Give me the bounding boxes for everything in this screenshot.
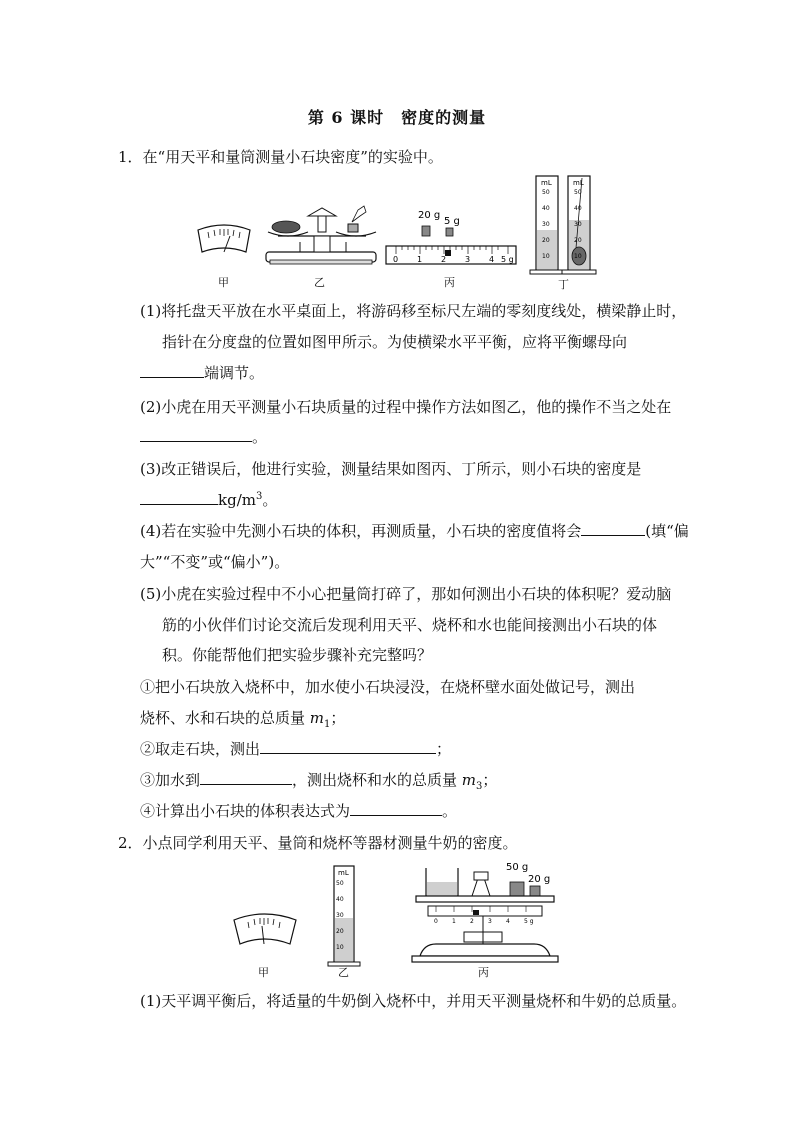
cyl2-tick-50: 50 [574, 189, 582, 196]
q2-ruler-tick-5g: 5 g [524, 918, 534, 925]
q2-ruler-tick-3: 3 [488, 918, 492, 925]
q2-stem: 2．小点同学利用天平、量筒和烧杯等器材测量牛奶的密度。 [118, 834, 518, 852]
step2-end: ； [436, 740, 452, 758]
q1-p4-text-a: (4)若在实验中先测小石块的体积，再测质量，小石块的密度值将会 [140, 522, 582, 540]
step1b-end: ； [330, 709, 346, 727]
q1-stem: 1．在“用天平和量筒测量小石块密度”的实验中。 [118, 148, 443, 166]
answer-blank-7[interactable] [350, 801, 442, 816]
q2-ruler-tick-0: 0 [434, 918, 438, 925]
cyl1-tick-40: 40 [542, 205, 550, 212]
cyl2-tick-30: 30 [574, 221, 582, 228]
q1-p1-line3 [140, 362, 264, 383]
cyl1-tick-20: 20 [542, 237, 550, 244]
answer-blank-3[interactable] [140, 490, 218, 505]
ruler-tick-4: 4 [489, 255, 495, 264]
cyl1-tick-10: 10 [542, 253, 550, 260]
q1-p3-line2 [140, 489, 277, 510]
caption-bing: 丙 [444, 276, 455, 289]
q1-p5-step1b [140, 707, 345, 730]
cyl-q2-tick-50: 50 [336, 880, 344, 887]
cyl2-tick-10: 10 [574, 253, 582, 260]
cyl2-unit: mL [573, 179, 584, 187]
q1-p5-step1a: ①把小石块放入烧杯中，加水使小石块浸没，在烧杯壁水面处做记号，测出 [140, 678, 636, 696]
cyl-q2-tick-20: 20 [336, 928, 344, 935]
q1-p5-step3 [140, 769, 497, 792]
q1-figure [190, 172, 610, 292]
caption-ding: 丁 [558, 278, 569, 291]
q2-weight-20g: 20 g [528, 874, 551, 885]
balance-yi [266, 206, 376, 264]
answer-blank-4[interactable] [581, 521, 645, 536]
q1-p1-line2: 指针在分度盘的位置如图甲所示。为使横梁水平平衡，应将平衡螺母向 [162, 333, 628, 351]
cyl2-tick-20: 20 [574, 237, 582, 244]
q1-p4-line2: 大”“不变”或“偏小”)。 [140, 553, 290, 571]
step4-end: 。 [442, 802, 458, 820]
cyl1-tick-50: 50 [542, 189, 550, 196]
cyl-q2-tick-40: 40 [336, 896, 344, 903]
q2-ruler-tick-2: 2 [470, 918, 474, 925]
caption-yi: 乙 [314, 276, 325, 289]
density-unit-exponent: 3 [255, 491, 263, 502]
ruler-tick-2: 2 [441, 255, 447, 264]
step3-end: ； [482, 771, 498, 789]
q2-ruler-tick-4: 4 [506, 918, 510, 925]
cylinder-q2-yi [328, 866, 360, 966]
q1-p2-line2 [140, 426, 267, 447]
q1-p4-text-b: (填“偏 [645, 522, 689, 540]
cyl-q2-tick-10: 10 [336, 944, 344, 951]
dial-scale-jia [198, 225, 250, 252]
q2-caption-jia: 甲 [258, 966, 269, 979]
cyl1-unit: mL [541, 179, 552, 187]
answer-blank-6[interactable] [200, 770, 292, 785]
step3-text: ③加水到 [140, 771, 201, 789]
q2-weight-50g: 50 g [506, 862, 529, 873]
density-unit: kg/m [218, 491, 256, 509]
page-title: 第 6 课时 密度的测量 [307, 108, 487, 127]
answer-blank-2[interactable] [140, 427, 252, 442]
q1-p4-line1 [140, 520, 689, 541]
q1-p5-line3: 积。你能帮他们把实验步骤补充完整吗？ [162, 646, 433, 664]
q2-caption-yi: 乙 [338, 966, 349, 979]
step3-text-b: ，测出烧杯和水的总质量 [292, 771, 462, 789]
q1-p1-line1: (1)将托盘天平放在水平桌面上，将游码移至标尺左端的零刻度线处，横梁静止时， [140, 302, 687, 320]
dial-scale-q2-jia [234, 914, 296, 944]
q1-p3-line1: (3)改正错误后，他进行实验，测量结果如图丙、丁所示，则小石块的密度是 [140, 460, 642, 478]
q2-p1: (1)天平调平衡后，将适量的牛奶倒入烧杯中，并用天平测量烧杯和牛奶的总质量。 [140, 992, 687, 1010]
q1-p5-step2 [140, 738, 451, 759]
weight-label-20g: 20 g [418, 210, 441, 221]
cyl1-tick-30: 30 [542, 221, 550, 228]
ruler-tick-1: 1 [417, 255, 423, 264]
answer-blank-5[interactable] [260, 739, 436, 754]
cylinders-ding [530, 176, 596, 274]
ruler-tick-5g: 5 g [501, 255, 514, 264]
caption-jia: 甲 [218, 276, 229, 289]
q2-caption-bing: 丙 [478, 966, 489, 979]
balance-q2-bing [412, 862, 558, 962]
q1-p5-line1: (5)小虎在实验过程中不小心把量筒打碎了，那如何测出小石块的体积呢？爱动脑 [140, 585, 672, 603]
weights-and-ruler-bing [386, 210, 516, 264]
ruler-tick-0: 0 [393, 255, 399, 264]
weight-label-5g: 5 g [444, 216, 460, 227]
q2-ruler-tick-1: 1 [452, 918, 456, 925]
cyl2-tick-40: 40 [574, 205, 582, 212]
symbol-m3-sub: 3 [476, 781, 483, 792]
ruler-tick-3: 3 [465, 255, 471, 264]
symbol-m3: m [461, 771, 477, 789]
answer-blank-1[interactable] [140, 363, 204, 378]
q1-figure-svg [190, 172, 610, 292]
q1-p1-line3-text: 端调节。 [204, 364, 265, 382]
q2-figure [226, 856, 576, 980]
cyl-q2-unit: mL [338, 869, 349, 877]
q1-p3-end: 。 [262, 491, 278, 509]
q1-p5-step4 [140, 800, 457, 821]
symbol-m1: m [309, 709, 325, 727]
step4-text: ④计算出小石块的体积表达式为 [140, 802, 351, 820]
q1-p2-line2-text: 。 [252, 428, 268, 446]
step1b-text: 烧杯、水和石块的总质量 [140, 709, 310, 727]
step2-text: ②取走石块，测出 [140, 740, 261, 758]
q1-p2-line1: (2)小虎在用天平测量小石块质量的过程中操作方法如图乙，他的操作不当之处在 [140, 398, 672, 416]
q1-p5-line2: 筋的小伙伴们讨论交流后发现利用天平、烧杯和水也能间接测出小石块的体 [162, 616, 658, 634]
q2-figure-svg [226, 856, 576, 980]
symbol-m1-sub: 1 [324, 719, 331, 730]
cyl-q2-tick-30: 30 [336, 912, 344, 919]
